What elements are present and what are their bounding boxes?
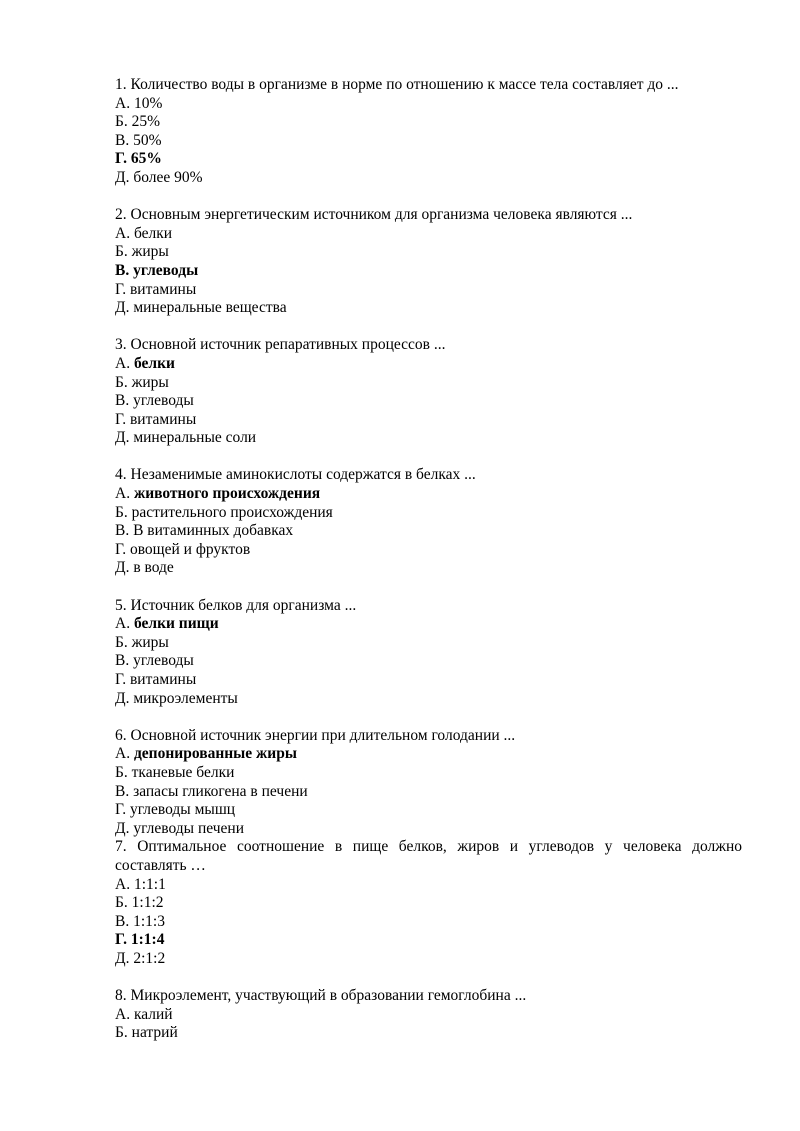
option-letter: Д. [115,559,130,577]
option-letter: А. [115,1005,131,1023]
correct-answer-option [115,355,742,374]
option-letter: В. [115,261,130,279]
option-text: тканевые белки [131,763,235,781]
option-text: натрий [131,1024,178,1042]
option-text: 1:1:1 [133,875,166,893]
option-letter: А. [115,354,131,372]
option-text: углеводы печени [133,819,245,837]
answer-option [115,801,742,820]
answer-option [115,113,742,132]
option-letter: Б. [115,373,128,391]
option-text: углеводы [133,652,194,670]
option-text: 25% [131,113,161,131]
option-text: витамины [129,671,197,688]
option-letter: Б. [115,113,128,131]
option-text: 50% [133,131,162,149]
test-content [115,76,742,1061]
option-letter: Б. [115,894,128,912]
option-letter: В. [115,522,130,540]
option-text: овощей и фруктов [129,540,251,558]
option-text: 1:1:3 [133,912,165,930]
answer-option [115,783,742,802]
question-4 [115,466,742,578]
option-text: растительного происхождения [131,503,333,521]
question-text: 2. Основным энергетическим источником для организма человека являются ... [115,206,633,224]
option-letter: В. [115,392,130,410]
answer-option [115,950,742,969]
option-letter: А. [115,875,131,893]
option-text: 1:1:2 [131,894,164,912]
option-letter: Б. [115,763,128,781]
question-text: 4. Незаменимые аминокислоты содержатся в белках ... [115,466,476,484]
option-text: в воде [133,559,174,577]
option-text: белки [133,224,173,242]
option-letter: Г. [115,801,127,819]
option-letter: А. [115,745,131,763]
correct-answer-option [115,931,742,950]
correct-answer-option [115,485,742,504]
question-text: 6. Основной источник энергии при длительном голодании ... [115,726,516,744]
answer-option [115,913,742,932]
answer-option [115,690,742,709]
option-letter: Б. [115,1024,128,1042]
option-letter: Д. [115,168,130,186]
answer-option [115,522,742,541]
option-text: 2:1:2 [133,949,166,967]
question-1 [115,76,742,188]
question-2 [115,206,742,318]
question-text: 1. Количество воды в организме в норме по отношению к массе тела составляет до ... [115,76,679,93]
answer-option [115,634,742,653]
option-letter: Д. [115,689,130,707]
answer-option [115,541,742,560]
option-letter: В. [115,652,130,670]
option-text: жиры [131,633,169,651]
answer-option [115,559,742,578]
answer-option [115,1024,742,1043]
option-letter: Г. [115,540,127,558]
option-letter: Б. [115,243,128,261]
question-text: 5. Источник белков для организма ... [115,596,357,614]
option-letter: Д. [115,949,130,967]
option-letter: Д. [115,299,130,317]
question-6 [115,727,742,839]
answer-option [115,504,742,523]
option-letter: А. [115,224,131,242]
option-text: запасы гликогена в печени [133,782,308,800]
question-text: 8. Микроэлемент, участвующий в образовании гемоглобина ... [115,987,527,1005]
option-text: углеводы [133,261,199,279]
answer-option [115,411,742,430]
answer-option [115,820,742,839]
option-text: микроэлементы [133,689,238,707]
question-8 [115,987,742,1043]
option-letter: В. [115,131,130,149]
option-text: минеральные соли [133,429,257,447]
option-letter: Г. [115,280,127,298]
option-text: 65% [130,150,162,168]
option-letter: В. [115,912,130,930]
answer-option [115,169,742,188]
option-letter: Б. [115,633,128,651]
option-text: жиры [131,243,169,261]
option-text: белки пищи [133,615,219,633]
option-text: белки [133,354,175,372]
option-letter: Г. [115,150,127,168]
option-letter: Г. [115,931,127,949]
option-letter: Г. [115,410,127,428]
option-text: более 90% [133,168,203,186]
option-letter: В. [115,782,130,800]
answer-option [115,671,742,690]
option-text: калий [133,1005,173,1023]
option-text: витамины [129,280,197,298]
answer-option [115,652,742,671]
answer-option [115,243,742,262]
option-text: минеральные вещества [133,299,287,317]
answer-option [115,281,742,300]
correct-answer-option [115,262,742,281]
answer-option [115,429,742,448]
answer-option [115,299,742,318]
answer-option [115,132,742,151]
option-text: В витаминных добавках [133,522,294,540]
option-letter: Д. [115,429,130,447]
correct-answer-option [115,615,742,634]
option-letter: Б. [115,503,128,521]
question-text: 7. Оптимальное соотношение в пище белков, жиров и углеводов у человека должно составлять … [115,838,742,874]
question-5 [115,597,742,709]
option-text: животного происхождения [133,485,321,503]
option-letter: А. [115,485,131,503]
question-text: 3. Основной источник репаративных процессов ... [115,336,446,354]
option-text: 1:1:4 [130,931,165,949]
option-text: углеводы [133,392,194,410]
option-text: 10% [133,94,163,112]
correct-answer-option [115,745,742,764]
answer-option [115,95,742,114]
correct-answer-option [115,150,742,169]
question-3 [115,336,742,448]
answer-option [115,225,742,244]
option-letter: Г. [115,671,127,688]
option-letter: А. [115,94,131,112]
option-text: углеводы мышц [129,801,236,819]
option-text: депонированные жиры [133,745,297,763]
option-text: витамины [129,410,197,428]
answer-option [115,392,742,411]
question-7 [115,838,742,968]
answer-option [115,764,742,783]
answer-option [115,374,742,393]
option-letter: Д. [115,819,130,837]
option-letter: А. [115,615,131,633]
answer-option [115,876,742,895]
answer-option [115,1006,742,1025]
option-text: жиры [131,373,169,391]
answer-option [115,894,742,913]
